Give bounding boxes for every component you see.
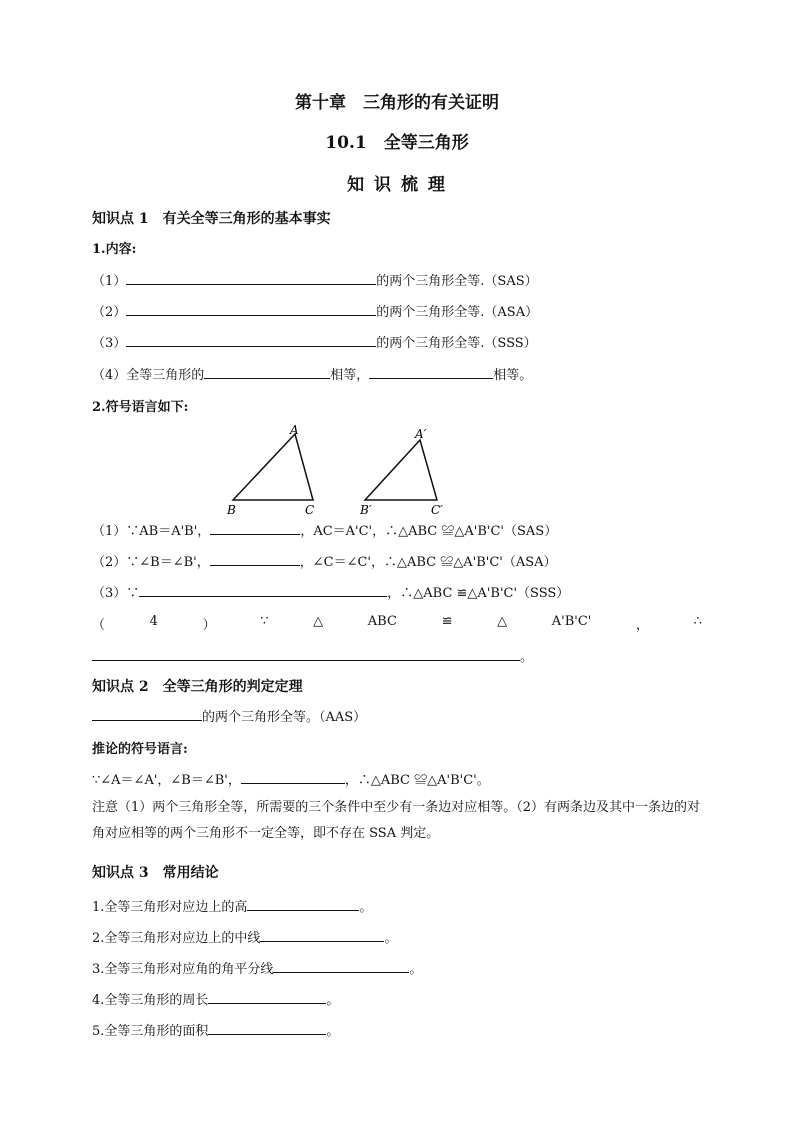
item-prefix: （1） — [92, 274, 127, 289]
kp1-content-label: 1.内容: — [92, 242, 137, 257]
symbol-line-4-cont — [92, 646, 533, 665]
symbol-text: （1）∵AB＝A'B'， — [92, 524, 211, 539]
conclusion-end: 。 — [384, 931, 398, 946]
corollary-text: ∵∠A＝∠A'，∠B＝∠B'， — [92, 773, 241, 788]
theorem-text: 的两个三角形全等。（AAS） — [202, 710, 367, 725]
vertex-label-c: C — [305, 503, 315, 517]
kp1-item-4 — [92, 364, 532, 383]
answer-blank[interactable] — [126, 334, 376, 347]
conclusion-end: 。 — [359, 900, 373, 915]
kp3-heading: 知识点 3 常用结论 — [92, 865, 219, 881]
symbol-token: 4 — [149, 614, 158, 629]
triangle-figure — [215, 420, 455, 520]
kp1-heading: 知识点 1 有关全等三角形的基本事实 — [92, 211, 331, 227]
answer-blank[interactable] — [210, 522, 300, 535]
symbol-text: （3）∵ — [92, 586, 140, 601]
symbol-token: A'B'C' — [551, 614, 592, 629]
vertex-label-a: A — [290, 423, 299, 437]
symbol-text: （2）∵∠B＝∠B'， — [92, 555, 210, 570]
conclusion-end: 。 — [326, 993, 340, 1008]
answer-blank[interactable] — [208, 1022, 326, 1035]
conclusion-text: 2.全等三角形对应边上的中线 — [92, 931, 261, 946]
item-suffix: 的两个三角形全等.（ASA） — [376, 305, 539, 320]
chapter-title: 第十章 三角形的有关证明 — [295, 93, 499, 113]
answer-blank[interactable] — [126, 303, 376, 316]
symbol-token: ） — [202, 618, 216, 633]
item-suffix: 的两个三角形全等.（SAS） — [376, 274, 538, 289]
answer-blank[interactable] — [273, 960, 409, 973]
answer-blank[interactable] — [92, 708, 202, 721]
answer-blank[interactable] — [204, 366, 330, 379]
answer-blank[interactable] — [92, 648, 520, 661]
conclusion-text: 3.全等三角形对应角的角平分线 — [92, 962, 274, 977]
answer-blank[interactable] — [210, 553, 300, 566]
symbol-text: ，AC＝A'C'，∴△ABC ≌△A'B'C'（SAS） — [300, 524, 558, 539]
vertex-label-a-prime: A′ — [415, 427, 427, 441]
answer-blank[interactable] — [369, 366, 493, 379]
kp2-corollary-label: 推论的符号语言: — [92, 742, 188, 757]
symbol-line-2 — [92, 551, 557, 570]
kp3-item-5 — [92, 1020, 339, 1039]
answer-blank[interactable] — [247, 898, 359, 911]
kp1-item-1 — [92, 270, 538, 289]
kp2-heading: 知识点 2 全等三角形的判定定理 — [92, 679, 303, 695]
triangle-abc — [233, 434, 313, 500]
symbol-token: ， — [636, 618, 650, 633]
symbol-token: ∴ — [693, 614, 702, 629]
item-prefix: （2） — [92, 305, 127, 320]
conclusion-text: 1.全等三角形对应边上的高 — [92, 900, 248, 915]
symbol-token: （ — [92, 618, 106, 633]
triangle-abc-prime — [365, 440, 437, 500]
conclusion-end: 。 — [409, 962, 423, 977]
kp2-theorem — [92, 706, 366, 725]
symbol-line-1 — [92, 520, 557, 539]
subtitle: 知 识 梳 理 — [347, 175, 447, 195]
symbol-text: 。 — [520, 650, 534, 665]
item-prefix: （3） — [92, 336, 127, 351]
symbol-token: ∵ — [260, 614, 269, 629]
answer-blank[interactable] — [208, 991, 326, 1004]
kp3-item-1 — [92, 896, 372, 915]
item-mid: 相等， — [330, 368, 370, 383]
answer-blank[interactable] — [260, 929, 384, 942]
kp1-item-2 — [92, 301, 538, 320]
symbol-line-4 — [92, 614, 702, 633]
kp1-item-3 — [92, 332, 537, 351]
vertex-label-b-prime: B′ — [360, 503, 372, 517]
corollary-text: ，∴△ABC ≌△A'B'C'。 — [344, 773, 490, 788]
item-suffix: 相等。 — [493, 368, 533, 383]
section-title: 10.1 全等三角形 — [325, 133, 469, 153]
symbol-token: ABC — [367, 614, 397, 629]
symbol-token: △ — [313, 614, 324, 629]
answer-blank[interactable] — [139, 584, 387, 597]
symbol-line-3 — [92, 582, 569, 601]
symbol-text: ，∠C＝∠C'，∴△ABC ≌△A'B'C'（ASA） — [299, 555, 557, 570]
answer-blank[interactable] — [126, 272, 376, 285]
kp3-item-4 — [92, 989, 339, 1008]
item-suffix: 的两个三角形全等.（SSS） — [376, 336, 537, 351]
symbol-token: ≌ — [441, 614, 453, 629]
kp2-corollary — [92, 769, 490, 788]
answer-blank[interactable] — [241, 771, 345, 784]
symbol-text: ，∴△ABC ≌△A'B'C'（SSS） — [387, 586, 570, 601]
conclusion-text: 4.全等三角形的周长 — [92, 993, 209, 1008]
item-prefix: （4）全等三角形的 — [92, 368, 205, 383]
kp3-item-2 — [92, 927, 397, 946]
conclusion-end: 。 — [326, 1024, 340, 1039]
vertex-label-b: B — [227, 503, 236, 517]
conclusion-text: 5.全等三角形的面积 — [92, 1024, 209, 1039]
symbol-token: △ — [497, 614, 508, 629]
kp2-note: 注意（1）两个三角形全等，所需要的三个条件中至少有一条边对应相等。（2）有两条边及其中一条边的对角对应相等的两个三角形不一定全等，即不存在 SSA 判定。 — [92, 800, 701, 841]
vertex-label-c-prime: C′ — [431, 503, 443, 517]
kp3-item-3 — [92, 958, 422, 977]
kp1-symbol-label: 2.符号语言如下: — [92, 400, 189, 415]
